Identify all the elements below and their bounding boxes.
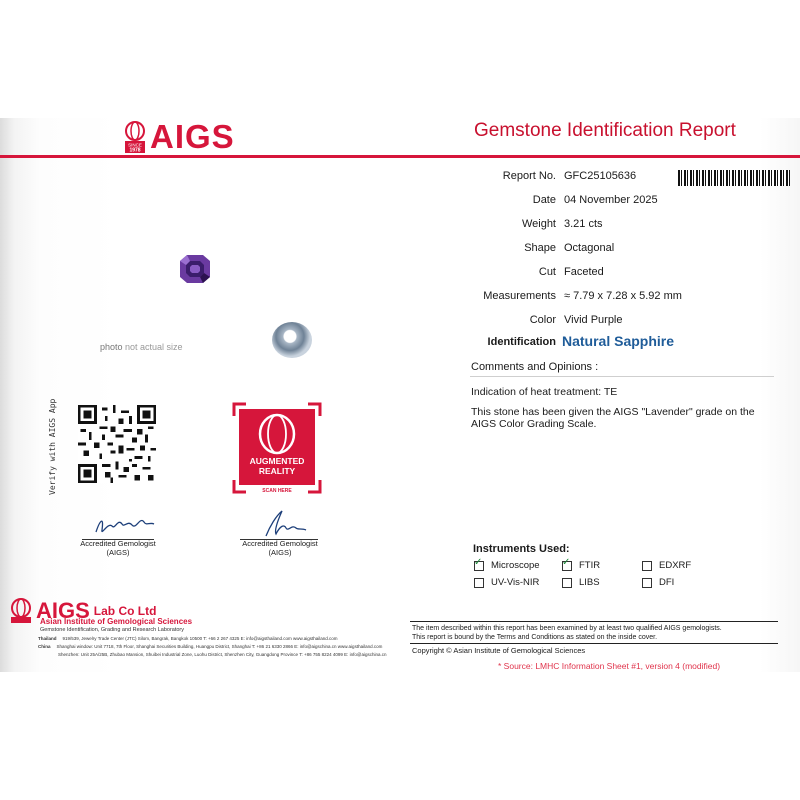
address-text: 919/539, Jewelry Trade Center (JTC) Silom, Bangrak, Bangkok 10500 T: +66 2 267 4325 E: info@aigsthailand.com www.aigsthailand.com <box>62 636 338 641</box>
ar-line2: REALITY <box>258 466 296 476</box>
gemologist-1 <box>80 539 156 557</box>
instrument-uv-vis-nir <box>474 577 539 588</box>
lab-institute: Asian Institute of Gemological Sciences <box>40 617 193 626</box>
checkbox-unchecked-icon <box>642 578 652 588</box>
verify-text: Verify with AIGS App <box>48 398 57 495</box>
gemologist-org: (AIGS) <box>106 548 130 557</box>
checkbox-checked-icon <box>562 561 572 571</box>
address-text: Shenzhen: Unit 25A/25B, Zhubao Mansion, Shuibei Industrial Zone, Luohu District, Shenzhen City, Guangdong Province T: +86 755 8224 4099 E: info@aigschina.cn <box>58 652 387 657</box>
badge-year: 1978 <box>129 147 141 154</box>
lab-address-shenzhen <box>58 652 387 657</box>
gemologist-title: Accredited Gemologist <box>242 539 318 548</box>
instrument-label: UV-Vis-NIR <box>491 577 540 588</box>
field-value: Octagonal <box>564 242 615 254</box>
report-title: Gemstone Identification Report <box>474 120 736 141</box>
ar-line1: AUGMENTED <box>249 456 305 466</box>
checkbox-unchecked-icon <box>642 561 652 571</box>
logo-text: AIGS <box>150 118 235 155</box>
instrument-label: LIBS <box>579 577 600 588</box>
lab-address-china <box>38 644 382 649</box>
field-label: Measurements <box>483 290 556 302</box>
identification-label: Identification <box>487 336 556 348</box>
augmented-reality-badge[interactable] <box>232 402 322 494</box>
gemstone-photo <box>180 255 210 283</box>
photo-note-rest: not actual size <box>122 342 183 352</box>
field-label: Weight <box>521 218 556 230</box>
signature-1 <box>88 510 160 540</box>
gemologist-2 <box>240 539 320 557</box>
barcode <box>678 170 790 186</box>
instrument-label: EDXRF <box>659 560 692 571</box>
field-label: Report No. <box>502 170 556 182</box>
instrument-label: FTIR <box>579 560 601 571</box>
lab-address-thailand <box>38 636 338 641</box>
hologram-seal <box>272 322 312 358</box>
field-value: Faceted <box>564 266 604 278</box>
disclaimer-line2: This report is bound by the Terms and Conditions as stated on the inside cover. <box>412 634 658 641</box>
verify-label <box>48 395 62 500</box>
heat-treatment-note: Indication of heat treatment: TE <box>471 386 618 398</box>
field-label: Color <box>529 314 556 326</box>
instrument-label: Microscope <box>491 560 540 571</box>
disclaimer-divider-top <box>410 621 778 622</box>
color-grade-note: This stone has been given the AIGS "Lavender" grade on the AIGS Color Grading Scale. <box>471 406 755 430</box>
report-sheet <box>0 118 800 672</box>
gemologist-org: (AIGS) <box>268 548 292 557</box>
gemologist-title: Accredited Gemologist <box>80 539 156 548</box>
instrument-edxrf <box>642 560 691 571</box>
instrument-dfi <box>642 577 674 588</box>
identification-value: Natural Sapphire <box>562 333 675 349</box>
comments-heading: Comments and Opinions : <box>471 361 599 373</box>
photo-note <box>100 342 183 352</box>
signature-2 <box>260 508 310 540</box>
header-divider <box>0 155 800 158</box>
field-value: GFC25105636 <box>564 170 637 182</box>
badge-since: SINCE <box>128 142 142 148</box>
photo-note-prefix: photo <box>100 342 123 352</box>
instrument-label: DFI <box>659 577 675 588</box>
qr-code[interactable] <box>78 405 156 483</box>
field-label: Cut <box>538 266 556 278</box>
address-region: China <box>38 644 51 649</box>
instrument-ftir <box>562 560 600 571</box>
aigs-emblem-icon <box>124 120 146 154</box>
disclaimer-divider-bottom <box>410 643 778 644</box>
field-value: 3.21 cts <box>564 218 603 230</box>
field-label: Shape <box>524 242 556 254</box>
address-text: Shanghai window: Unit 7718, 7th Floor, Shanghai Securities Building, Huangpu District, Shanghai T: +86 21 6330 2866 E: info@aigschina.cn www.aigsthailand.com <box>56 644 383 649</box>
instrument-microscope <box>474 560 540 571</box>
address-region: Thailand <box>38 636 57 641</box>
field-label: Date <box>532 194 556 206</box>
disclaimer-line1: The item described within this report has been examined by at least two qualified AIGS gemologists. <box>412 625 722 632</box>
instruments-heading: Instruments Used: <box>473 543 570 555</box>
field-value: 04 November 2025 <box>564 194 658 206</box>
aigs-logo <box>124 118 235 156</box>
lab-tagline: Gemstone Identification, Grading and Research Laboratory <box>40 627 184 633</box>
instrument-libs <box>562 577 600 588</box>
disclaimer <box>412 624 776 642</box>
copyright: Copyright © Asian Institute of Gemological Sciences <box>412 646 586 655</box>
checkbox-checked-icon <box>474 561 484 571</box>
field-value: Vivid Purple <box>564 314 623 326</box>
ar-line3: SCAN HERE <box>262 488 292 494</box>
checkbox-unchecked-icon <box>474 578 484 588</box>
lab-emblem-icon <box>8 598 34 624</box>
lab-name-suffix: Lab Co Ltd <box>93 604 157 618</box>
checkbox-unchecked-icon <box>562 578 572 588</box>
source-note: * Source: LMHC Information Sheet #1, version 4 (modified) <box>498 661 721 671</box>
lab-name: AIGS <box>36 598 90 623</box>
comments-divider <box>470 376 774 377</box>
field-value: ≈ 7.79 x 7.28 x 5.92 mm <box>564 290 682 302</box>
